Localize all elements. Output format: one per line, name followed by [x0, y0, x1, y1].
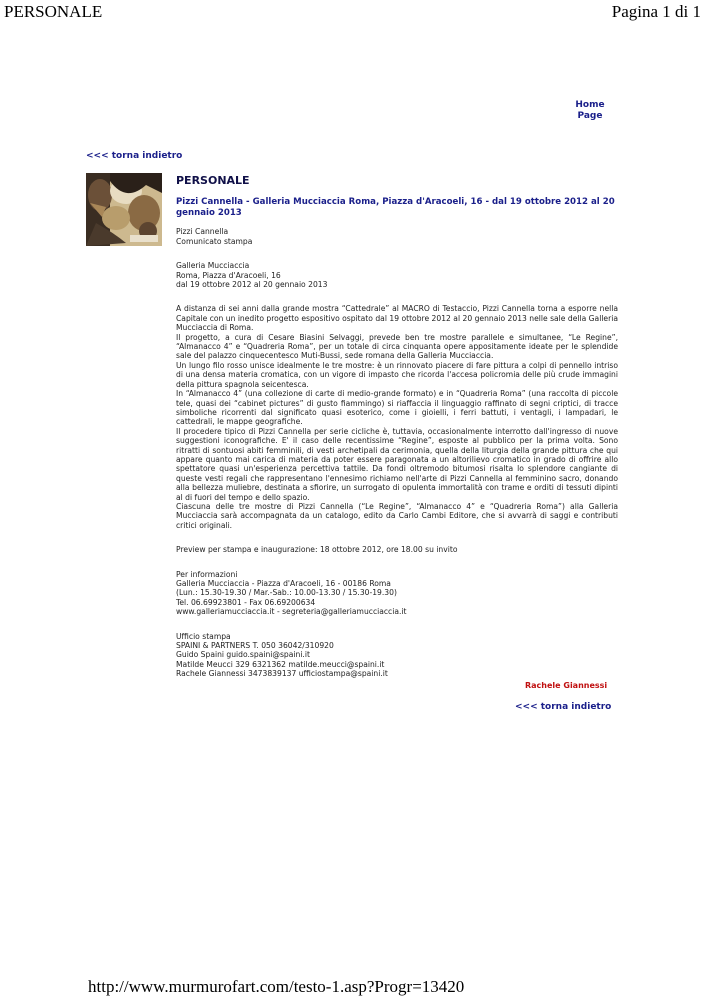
article-subtitle: Pizzi Cannella - Galleria Mucciaccia Roma, Piazza d'Aracoeli, 16 - dal 19 ottobre 2012 al 20 gennaio 2013 [176, 197, 615, 218]
info-line: www.galleriamucciaccia.it - segreteria@galleriamucciaccia.it [176, 607, 407, 617]
press-line: Matilde Meucci 329 6321362 matilde.meucci@spaini.it [176, 659, 385, 669]
preview-line: Preview per stampa e inaugurazione: 18 ottobre 2012, ore 18.00 su invito [176, 545, 458, 555]
info-line: Per informazioni [176, 569, 238, 579]
back-link-top[interactable]: <<< torna indietro [86, 151, 183, 161]
body-paragraph: Il progetto, a cura di Cesare Biasini Selvaggi, prevede ben tre mostre parallele e simultanee, “Le Regine”, “Almanacco 4” e “Quadreria Roma”, per un totale di circa cinquanta opere appositamente ideate per le splendide sale del palazzo cinquecentesco Muti-Bussi, sede romana della Galleria Mucciaccia. [176, 332, 618, 361]
home-page-link[interactable] [565, 100, 615, 122]
back-link-bottom[interactable]: <<< torna indietro [515, 702, 612, 712]
press-block [176, 632, 618, 679]
venue-line: Roma, Piazza d'Aracoeli, 16 [176, 270, 281, 280]
body-paragraph: In “Almanacco 4” (una collezione di carte di medio-grande formato) e in “Quadreria Roma” (una raccolta di piccole tele, quasi dei “cabinet pictures” di gusto fiammingo) si riaffaccia il linguaggio raffinato di segni criptici, di tracce simboliche ricorrenti dal significato quasi esoterico, come i gioielli, i ferri battuti, i ventagli, i lampadari, le cattedrali, le mappe geografiche. [176, 389, 618, 427]
article-body [176, 304, 618, 530]
intro-line: Comunicato stampa [176, 236, 253, 246]
print-header-page-number: Pagina 1 di 1 [611, 2, 701, 21]
press-line: SPAINI & PARTNERS T. 050 36042/310920 [176, 641, 334, 651]
press-line: Ufficio stampa [176, 631, 231, 641]
artwork-thumbnail-image [86, 173, 162, 246]
press-line: Guido Spaini guido.spaini@spaini.it [176, 650, 310, 660]
author-signature: Rachele Giannessi [525, 681, 608, 690]
info-line: Tel. 06.69923801 - Fax 06.69200634 [176, 597, 316, 607]
venue-block [176, 261, 618, 289]
press-line: Rachele Giannessi 3473839137 ufficiostampa@spaini.it [176, 669, 388, 679]
info-line: (Lun.: 15.30-19.30 / Mar.-Sab.: 10.00-13.30 / 15.30-19.30) [176, 588, 397, 598]
body-paragraph: Un lungo filo rosso unisce idealmente le tre mostre: è un rinnovato piacere di fare pittura a colpi di pennello intriso di una densa materia cromatica, con un vigore di impasto che ricorda l'accesa policromia delle più crude immagini della pittura spagnola seicentesca. [176, 360, 618, 389]
print-header-title: PERSONALE [4, 2, 103, 21]
home-link-line2: Page [577, 111, 603, 121]
article-title: PERSONALE [176, 174, 250, 187]
intro-line: Pizzi Cannella [176, 227, 229, 237]
intro-block [176, 227, 618, 246]
info-line: Galleria Mucciaccia - Piazza d'Aracoeli, 16 - 00186 Roma [176, 579, 391, 588]
artwork-thumbnail [86, 173, 162, 246]
home-link-line1: Home [575, 100, 605, 110]
print-footer-url: http://www.murmurofart.com/testo-1.asp?Progr=13420 [88, 977, 465, 996]
info-block [176, 570, 618, 617]
venue-line: dal 19 ottobre 2012 al 20 gennaio 2013 [176, 280, 328, 290]
body-paragraph: Il procedere tipico di Pizzi Cannella per serie cicliche è, tuttavia, occasionalmente interrotto dall'ingresso di nuove suggestioni iconografiche. E' il caso delle recentissime “Regine”, esposte al pubblico per la prima volta. Sono ritratti di sontuosi abiti femminili, di vesti archetipali da cerimonia, quella della liturgia della grande pittura che qui appare quanto mai carica di materia da poter essere paragonata a un altorilievo cromatico in grado di offrire allo spettatore quasi un'esperienza percettiva tattile. Da fondi oltremodo bitumosi risalta lo splendore cangiante di queste vesti regali che rappresentano l'ennesimo richiamo nell'arte di Pizzi Cannella al femminino sacro, donando alla bellezza muliebre, destinata a sfiorire, un surrogato di opulenta immortalità con trame e orditi di tessuti dipinti al di fuori del tempo e dello spazio. [176, 426, 618, 502]
body-paragraph: Ciascuna delle tre mostre di Pizzi Cannella (“Le Regine”, “Almanacco 4” e “Quadreria Roma”) alla Galleria Mucciaccia sarà accompagnata da un catalogo, edito da Carlo Cambi Editore, che si avvarrà di saggi e contributi critici originali. [176, 501, 618, 530]
article-content [176, 176, 618, 694]
body-paragraph: A distanza di sei anni dalla grande mostra “Cattedrale” al MACRO di Testaccio, Pizzi Cannella torna a esporre nella Capitale con un inedito progetto espositivo ospitato dal 19 ottobre 2012 al 20 gennaio 2013 nelle sale della Galleria Mucciaccia di Roma. [176, 304, 618, 333]
venue-line: Galleria Mucciaccia [176, 261, 250, 271]
